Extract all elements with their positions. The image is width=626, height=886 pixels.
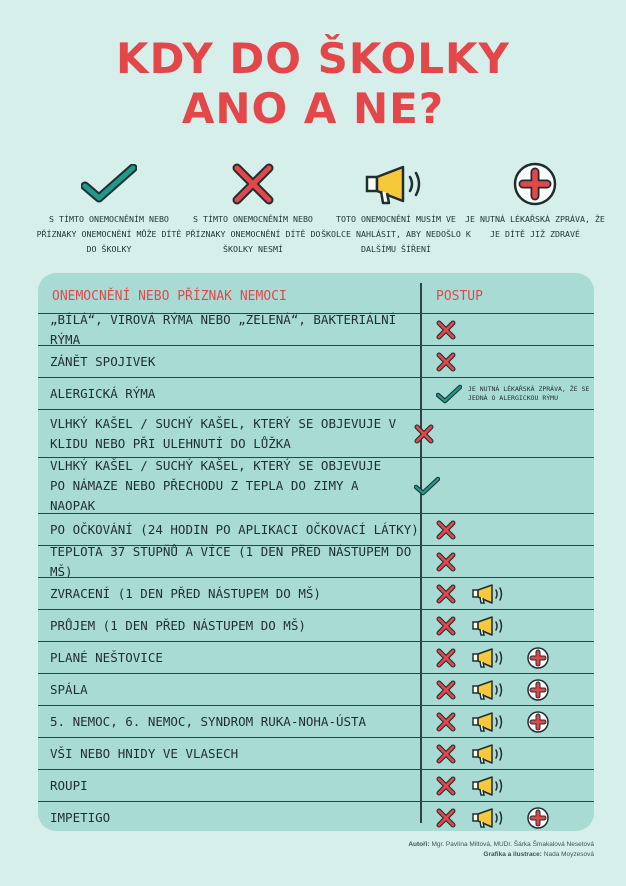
graphics-label: Grafika a ilustrace: (483, 851, 542, 858)
cross-icon (436, 680, 456, 700)
procedure-cell (420, 706, 594, 737)
procedure-cell (420, 738, 594, 769)
title-line-2: ANO A NE? (181, 84, 445, 133)
medical-cross-icon (526, 710, 550, 734)
illness-label: „BÍLÁ“, VIROVÁ RÝMA NEBO „ZELENÁ“, BAKTERIÁLNÍ RÝMA (50, 311, 397, 347)
megaphone-icon (472, 647, 506, 669)
header-illness: ONEMOCNĚNÍ NEBO PŘÍZNAK NEMOCI (52, 289, 287, 304)
legend-item-cross (178, 158, 328, 257)
cross-icon (436, 552, 456, 572)
table-row (38, 409, 594, 457)
illness-label: PRŮJEM (1 DEN PŘED NÁSTUPEM DO MŠ) (50, 617, 306, 633)
legend (0, 158, 626, 268)
megaphone-icon (472, 615, 506, 637)
medical-cross-icon (460, 158, 610, 210)
procedure-cell (420, 514, 594, 545)
illness-label: IMPETIGO (50, 809, 111, 825)
table-header (38, 283, 594, 313)
cross-icon (436, 808, 456, 828)
procedure-cell (398, 410, 594, 457)
table-row (38, 577, 594, 609)
procedure-cell (420, 546, 594, 577)
cross-icon (414, 424, 434, 444)
medical-cross-icon (526, 678, 550, 702)
table-row (38, 545, 594, 577)
legend-item-check (34, 158, 184, 257)
row-note: JE NUTNÁ LÉKAŘSKÁ ZPRÁVA, ŽE SE JEDNÁ O ALERGICKOU RÝMU (468, 384, 590, 402)
procedure-cell (420, 346, 594, 377)
check-icon (34, 158, 184, 210)
illness-label: TEPLOTA 37 STUPŇŮ A VÍCE (1 DEN PŘED NÁSTUPEM DO MŠ) (50, 543, 412, 579)
legend-item-medical (460, 158, 610, 242)
cross-icon (178, 158, 328, 210)
illness-label: ZVRACENÍ (1 DEN PŘED NÁSTUPEM DO MŠ) (50, 585, 321, 601)
cross-icon (436, 776, 456, 796)
table-row (38, 769, 594, 801)
cross-icon (436, 320, 456, 340)
megaphone-icon (472, 807, 506, 829)
cross-icon (436, 352, 456, 372)
table-row (38, 457, 594, 513)
megaphone-icon (472, 711, 506, 733)
megaphone-icon (472, 775, 506, 797)
illness-table (38, 283, 594, 833)
title-line-1: KDY DO ŠKOLKY (116, 34, 510, 83)
table-row (38, 377, 594, 409)
table-row (38, 673, 594, 705)
legend-text-megaphone: TOTO ONEMOCNĚNÍ MUSÍM VE ŠKOLCE NAHLÁSIT, ABY NEDOŠLO K DALŠÍMU ŠÍŘENÍ (321, 214, 471, 254)
authors: Mgr. Pavlína Miltová, MUDr. Šárka Šmakalová Nesetová (431, 841, 594, 848)
table-row (38, 513, 594, 545)
megaphone-icon (472, 679, 506, 701)
procedure-cell (420, 314, 594, 345)
illness-label: PO OČKOVÁNÍ (24 HODIN PO APLIKACI OČKOVACÍ LÁTKY) (50, 521, 419, 537)
check-icon (414, 476, 440, 496)
cross-icon (436, 648, 456, 668)
table-row (38, 609, 594, 641)
procedure-cell (420, 642, 594, 673)
procedure-cell (420, 770, 594, 801)
procedure-cell (398, 458, 594, 513)
credits (408, 840, 594, 860)
megaphone-icon (321, 158, 471, 210)
illness-label: VLHKÝ KAŠEL / SUCHÝ KAŠEL, KTERÝ SE OBJEVUJE PO NÁMAZE NEBO PŘECHODU Z TEPLA DO ZIMY A NAOPAK (50, 457, 382, 513)
cross-icon (436, 744, 456, 764)
illness-label: PLANÉ NEŠTOVICE (50, 649, 163, 665)
table-row (38, 313, 594, 345)
legend-item-megaphone (321, 158, 471, 257)
legend-text-check: S TÍMTO ONEMOCNĚNÍM NEBO PŘÍZNAKY ONEMOCNĚNÍ MŮŽE DÍTĚ DO ŠKOLKY (36, 214, 182, 254)
megaphone-icon (472, 743, 506, 765)
illness-label: VŠI NEBO HNIDY VE VLASECH (50, 745, 239, 761)
page-title (0, 34, 626, 134)
procedure-cell (420, 610, 594, 641)
procedure-cell (420, 378, 594, 409)
illness-label: 5. NEMOC, 6. NEMOC, SYNDROM RUKA-NOHA-ÚSTA (50, 713, 367, 729)
medical-cross-icon (526, 806, 550, 830)
illness-label: ZÁNĚT SPOJIVEK (50, 353, 156, 369)
cross-icon (436, 616, 456, 636)
medical-cross-icon (526, 646, 550, 670)
header-procedure: POSTUP (436, 289, 483, 304)
graphics-author: Nada Moyzesová (543, 851, 594, 858)
cross-icon (436, 712, 456, 732)
legend-text-cross: S TÍMTO ONEMOCNĚNÍM NEBO PŘÍZNAKY ONEMOCNĚNÍ DÍTĚ DO ŠKOLKY NESMÍ (185, 214, 321, 254)
illness-label: ALERGICKÁ RÝMA (50, 385, 156, 401)
illness-label: SPÁLA (50, 681, 88, 697)
cross-icon (436, 584, 456, 604)
check-icon (436, 384, 462, 404)
table-row (38, 801, 594, 833)
cross-icon (436, 520, 456, 540)
procedure-cell (420, 578, 594, 609)
legend-text-medical: JE NUTNÁ LÉKAŘSKÁ ZPRÁVA, ŽE JE DÍTĚ JIŽ ZDRAVÉ (465, 214, 605, 239)
illness-label: ROUPI (50, 777, 88, 793)
procedure-cell (420, 674, 594, 705)
authors-label: Autoři: (408, 841, 430, 848)
table-row (38, 345, 594, 377)
table-row (38, 705, 594, 737)
procedure-cell (420, 802, 594, 833)
table-row (38, 641, 594, 673)
megaphone-icon (472, 583, 506, 605)
illness-label: VLHKÝ KAŠEL / SUCHÝ KAŠEL, KTERÝ SE OBJEVUJE V KLIDU NEBO PŘI ULEHNUTÍ DO LŮŽKA (50, 415, 397, 451)
table-row (38, 737, 594, 769)
